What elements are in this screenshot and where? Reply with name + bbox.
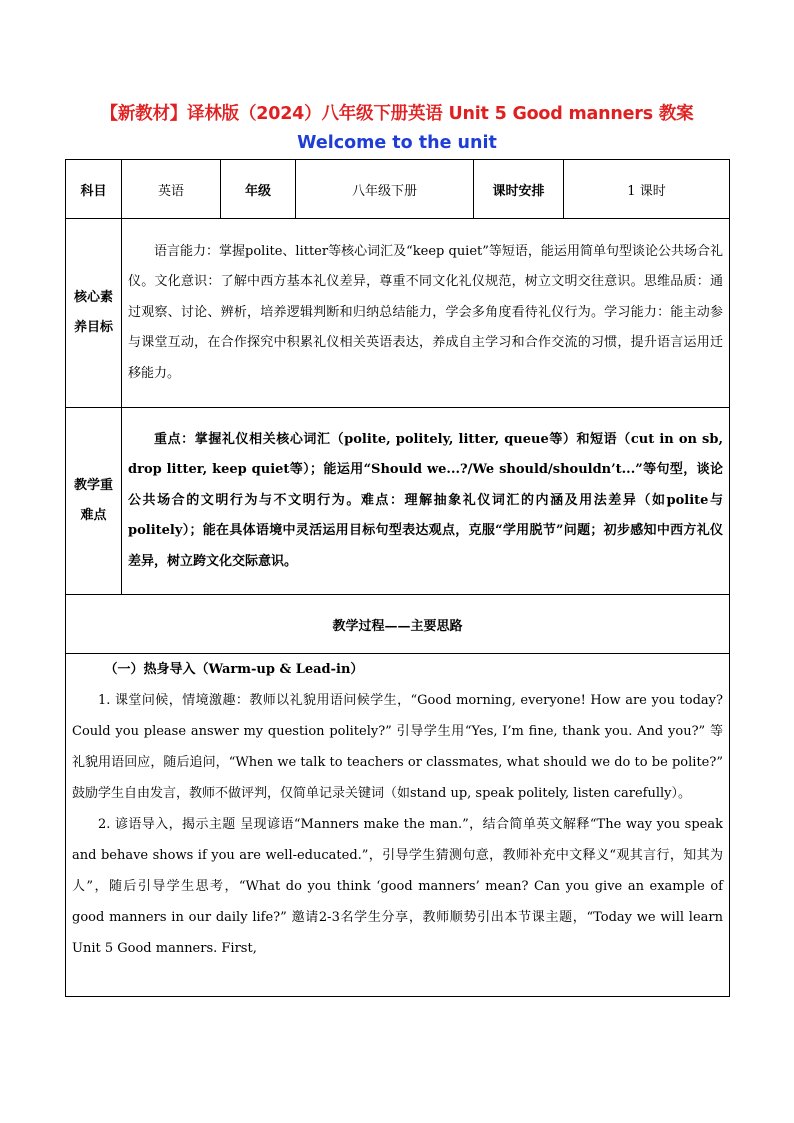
lesson-plan-table — [65, 159, 730, 997]
key-points-row — [66, 408, 730, 595]
subject-value: 英语 — [122, 160, 221, 219]
document-subtitle: Welcome to the unit — [297, 133, 497, 153]
warmup-paragraph-2: 2. 谚语导入，揭示主题 呈现谚语“Manners make the man.”，结合简单英文解释“The way you speak and behave shows if you are well-educated.”，引导学生猜测句意，教师补充中文释义“观其言行，知其为人”，随后引导学生思考，“What do you think ‘good manners’ mean? Can you give an example of good manners in our daily life?” 邀请2-3名学生分享，教师顺势引出本节课主题，“Today we will learn Unit 5 Good manners. First, — [72, 817, 723, 956]
key-points-label-line2: 难点 — [80, 508, 107, 523]
core-literacy-row — [66, 219, 730, 408]
core-literacy-label-line2: 养目标 — [73, 320, 113, 335]
header-row — [66, 160, 730, 219]
grade-label: 年级 — [221, 160, 296, 219]
process-title-row — [66, 595, 730, 654]
document-title: 【新教材】译林版（2024）八年级下册英语 Unit 5 Good manners 教案 — [100, 104, 694, 124]
warmup-paragraph-1: 1. 课堂问候，情境激趣：教师以礼貌用语问候学生，“Good morning, everyone! How are you today? Could you please answer my question politely?” 引导学生用“Yes, I’m fine, thank you. And you?” 等礼貌用语回应，随后追问，“When we talk to teachers or classmates, what should we do to be polite?” 鼓励学生自由发言，教师不做评判，仅简单记录关键词（如stand up, speak politely, listen carefully）。 — [72, 693, 723, 801]
core-literacy-text: 语言能力：掌握polite、litter等核心词汇及“keep quiet”等短语，能运用简单句型谈论公共场合礼仪。文化意识：了解中西方基本礼仪差异，尊重不同文化礼仪规范，树立文明交往意识。思维品质：通过观察、讨论、辨析，培养逻辑判断和归纳总结能力，学会多角度看待礼仪行为。学习能力：能主动参与课堂互动，在合作探究中积累礼仪相关英语表达，养成自主学习和合作交流的习惯，提升语言运用迁移能力。 — [128, 243, 723, 381]
key-points-label — [66, 408, 122, 595]
process-section-title: 教学过程——主要思路 — [66, 595, 730, 654]
key-points-label-line1: 教学重 — [73, 478, 113, 493]
core-literacy-label — [66, 219, 122, 408]
period-label: 课时安排 — [474, 160, 564, 219]
process-content-row — [66, 654, 730, 997]
period-value: 1 课时 — [564, 160, 730, 219]
process-content — [66, 654, 729, 964]
core-literacy-label-line1: 核心素 — [73, 290, 113, 305]
subject-label: 科目 — [66, 160, 122, 219]
key-points-text: 重点：掌握礼仪相关核心词汇（polite, politely, litter, queue等）和短语（cut in on sb, drop litter, keep quiet等）；能运用“Should we...?/We should/shouldn’t...”等句型，谈论公共场合的文明行为与不文明行为。难点：理解抽象礼仪词汇的内涵及用法差异（如polite与politely）；能在具体语境中灵活运用目标句型表达观点，克服“学用脱节”问题；初步感知中西方礼仪差异，树立跨文化交际意识。 — [128, 431, 723, 569]
warmup-heading: （一）热身导入（Warm-up & Lead-in） — [104, 662, 364, 677]
grade-value: 八年级下册 — [296, 160, 474, 219]
